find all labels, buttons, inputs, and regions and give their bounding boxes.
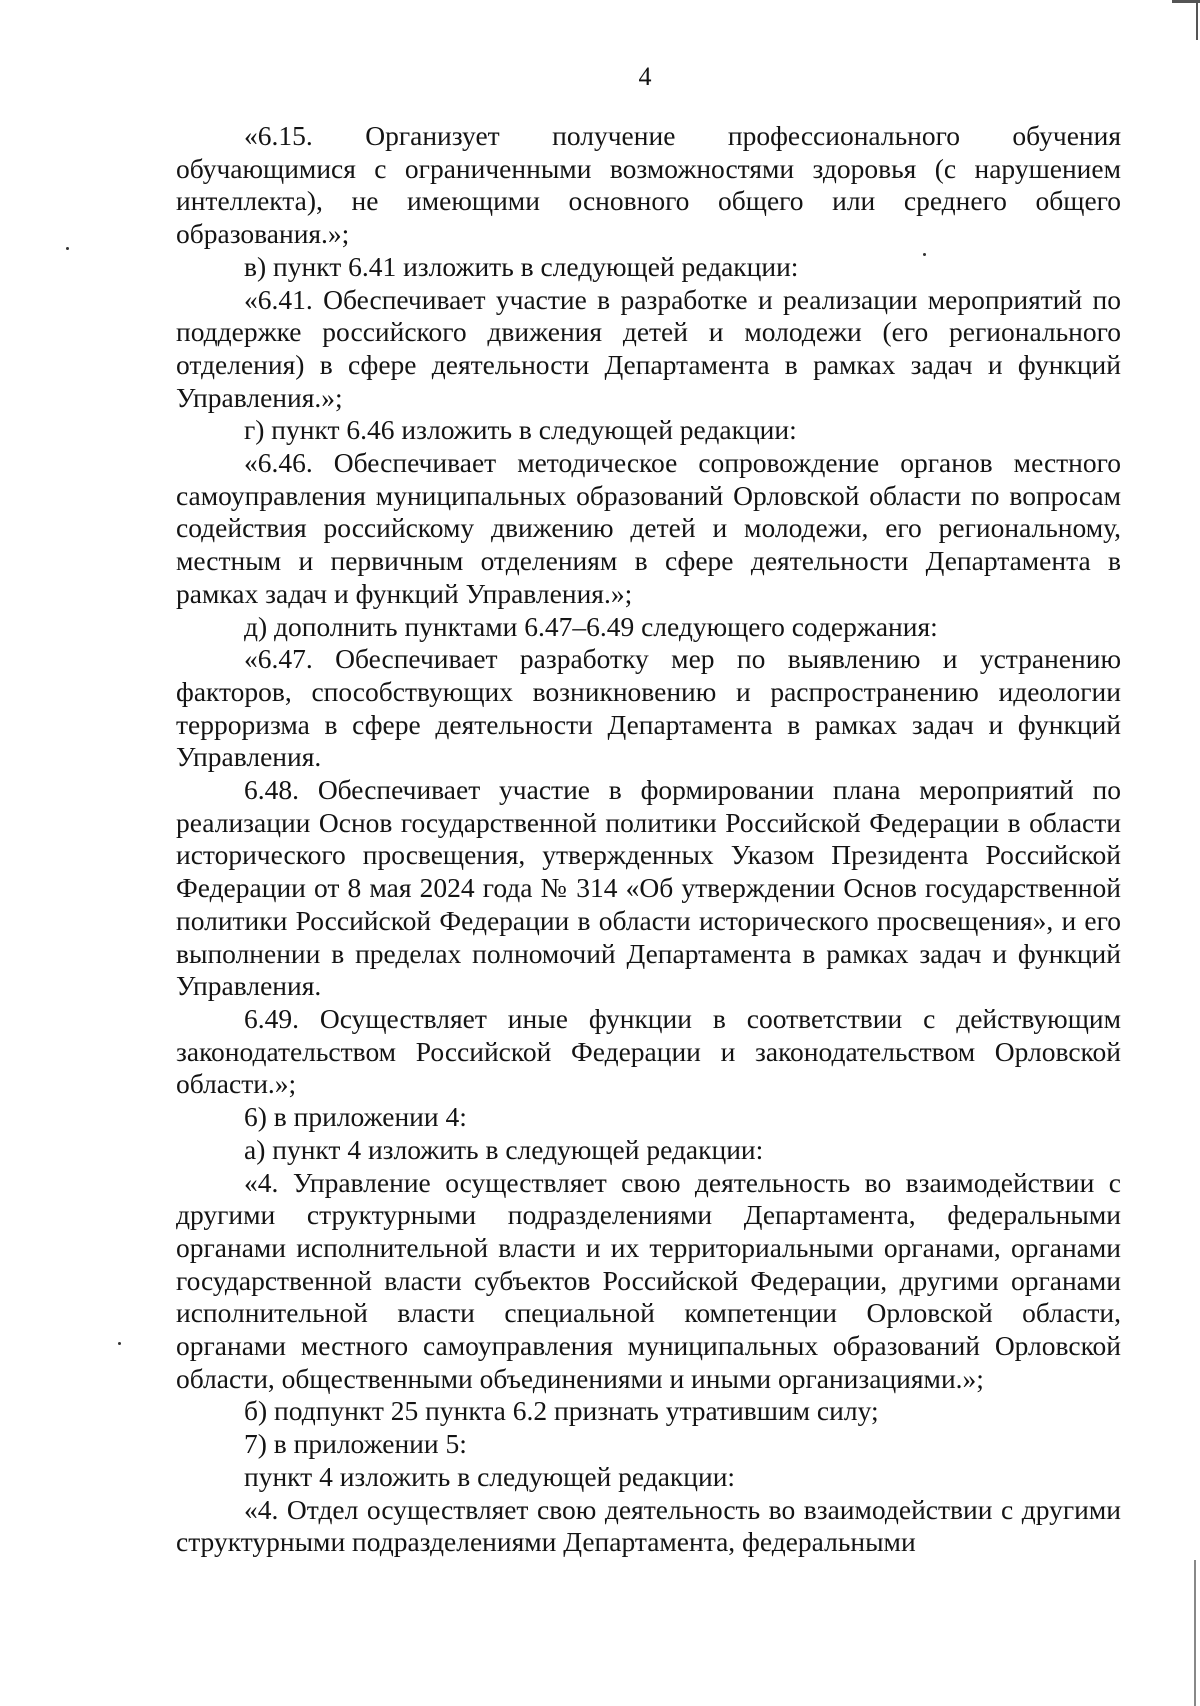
scan-speck [118,1342,121,1345]
paragraph-6-49: 6.49. Осуществляет иные функции в соответствии с действующим законодательством Российской Федерации и законодательством Орловской области.»; [176,1002,1121,1100]
scan-speck [66,247,69,250]
paragraph-6-48: 6.48. Обеспечивает участие в формировании плана мероприятий по реализации Основ государственной политики Российской Федерации в области исторического просвещения, утвержденных Указом Президента Российской Федерации от 8 мая 2024 года № 314 «Об утверждении Основ государственной политики Российской Федерации в области исторического просвещения», и его выполнении в пределах полномочий Департамента в рамках задач и функций Управления. [176,774,1121,1002]
scan-edge-right-bottom [1194,1560,1196,1706]
page-number: 4 [638,62,652,91]
paragraph-point-4: пункт 4 изложить в следующей редакции: [244,1460,736,1492]
paragraph-item-g: г) пункт 6.46 изложить в следующей редакции: [244,414,797,446]
paragraph-item-d: д) дополнить пунктами 6.47–6.49 следующего содержания: [244,610,938,642]
paragraph-6-46: «6.46. Обеспечивает методическое сопровождение органов местного самоуправления муниципальных образований Орловской области по вопросам содействия российскому движению детей и молодежи, его региональному, местным и первичным отделениям в сфере деятельности Департамента в рамках задач и функций Управления.»; [176,447,1121,609]
paragraph-item-v: в) пункт 6.41 изложить в следующей редакции: [244,250,799,282]
paragraph-item-7: 7) в приложении 5: [244,1428,467,1460]
paragraph-item-6: 6) в приложении 4: [244,1101,467,1133]
paragraph-4-management: «4. Управление осуществляет свою деятельность во взаимодействии с другими структурными подразделениями Департамента, федеральными органами исполнительной власти и их территориальными органами, органами государственной власти субъектов Российской Федерации, другими органами исполнительной власти специальной компетенции Орловской области, органами местного самоуправления муниципальных образований Орловской области, общественными объединениями и иными организациями.»; [176,1166,1121,1394]
paragraph-item-b: б) подпункт 25 пункта 6.2 признать утратившим силу; [244,1395,879,1427]
paragraph-item-a: а) пункт 4 изложить в следующей редакции: [244,1133,764,1165]
paragraph-6-15: «6.15. Организует получение профессионального обучения обучающимися с ограниченными возможностями здоровья (с нарушением интеллекта), не имеющими основного общего или среднего общего образования.»; [176,120,1121,250]
document-body [176,120,1121,1559]
paragraph-6-41: «6.41. Обеспечивает участие в разработке и реализации мероприятий по поддержке российского движения детей и молодежи (его регионального отделения) в сфере деятельности Департамента в рамках задач и функций Управления.»; [176,283,1121,413]
paragraph-4-department: «4. Отдел осуществляет свою деятельность во взаимодействии с другими структурными подразделениями Департамента, федеральными [176,1493,1121,1558]
paragraph-6-47: «6.47. Обеспечивает разработку мер по выявлению и устранению факторов, способствующих возникновению и распространению идеологии терроризма в сфере деятельности Департамента в рамках задач и функций Управления. [176,643,1121,773]
scan-speck [923,253,926,256]
scan-edge-right-top [1196,0,1198,40]
